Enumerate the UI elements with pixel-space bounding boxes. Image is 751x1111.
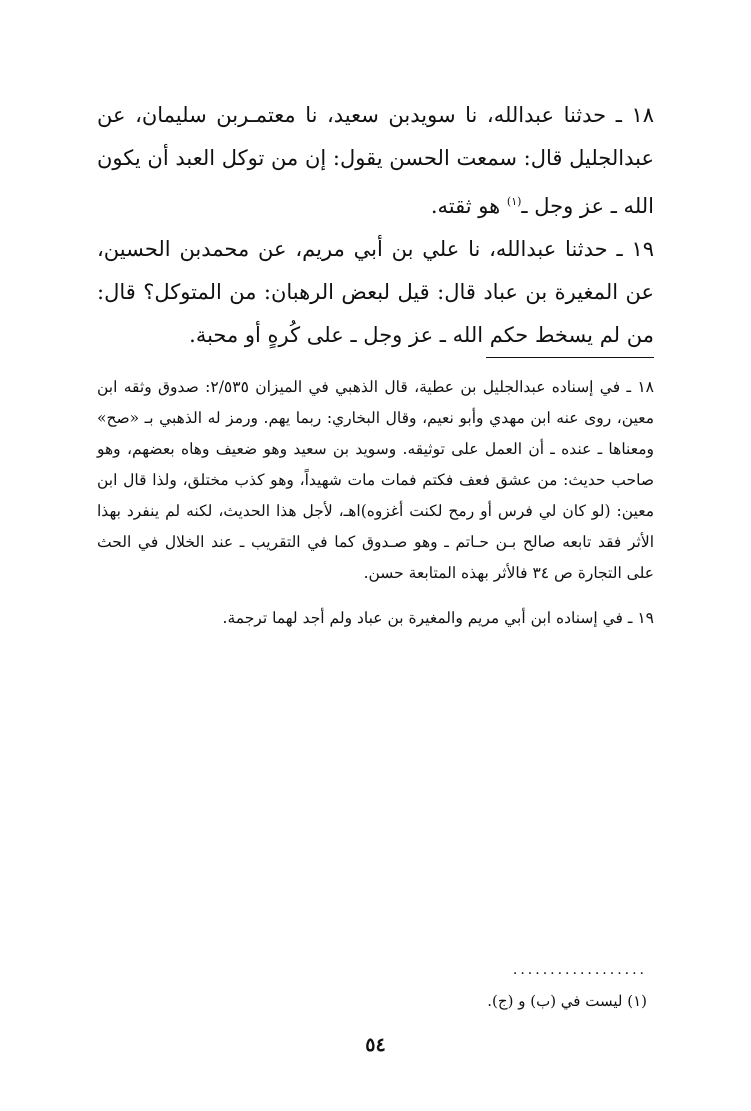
- hadith-19: [97, 228, 654, 357]
- commentary-18: [97, 372, 654, 589]
- hadith-18: [97, 94, 654, 228]
- hadith-19-text: حدثنا عبدالله، نا علي بن أبي مريم، عن محمدبن الحسين، عن المغيرة بن عباد قال: قيل لبعض الرهبان: من المتوكل؟ قال: من لم يسخط حكم الله ـ عز وجل ـ على كُرهٍ أو محبة.: [97, 237, 654, 347]
- commentary-19-number: ١٩ ـ: [627, 609, 654, 627]
- page-number: ٥٤: [365, 1034, 386, 1056]
- hadith-18-text-end: هو ثقته.: [430, 194, 507, 218]
- hadith-18-number: ١٨ ـ: [615, 103, 654, 127]
- hadith-18-text: حدثنا عبدالله، نا سويدبن سعيد، نا معتمـربن سليمان، عن عبدالجليل قال: سمعت الحسن يقول: إن من توكل العبد أن يكون الله ـ عز وجل ـ: [97, 103, 654, 218]
- footnote-separator: ..................: [512, 962, 647, 978]
- hadith-19-number: ١٩ ـ: [616, 237, 654, 261]
- commentary-19-text: في إسناده ابن أبي مريم والمغيرة بن عباد ولم أجد لهما ترجمة.: [222, 609, 623, 627]
- footnote-ref-1: (١): [506, 195, 522, 208]
- footnote-1: (١) ليست في (ب) و (ج).: [487, 992, 647, 1010]
- commentary-19: [97, 603, 654, 634]
- commentary-18-number: ١٨ ـ: [626, 378, 654, 396]
- commentary-18-text: في إسناده عبدالجليل بن عطية، قال الذهبي في الميزان ٢/٥٣٥: صدوق وثقه ابن معين، روى عنه ابن مهدي وأبو نعيم، وقال البخاري: ربما يهم. ورمز له الذهبي بـ «صح» ومعناها ـ عنده ـ أن العمل على توثيقه. وسويد بن سعيد وهو ضعيف وهاه بعضهم، وهو صاحب حديث: من عشق فعف فكتم فمات مات شهيداً، وهو كذب مختلق، ولذا قال ابن معين: (لو كان لي فرس أو رمح لكنت أغزوه)اهـ، لأجل هذا الحديث، لكنه لم ينفرد بهذا الأثر فقد تابعه صالح بـن حـاتم ـ وهو صـدوق كما في التقريب ـ عند الخلال في الحث على التجارة ص ٣٤ فالأثر بهذه المتابعة حسن.: [97, 378, 654, 582]
- commentary-separator: [486, 357, 654, 358]
